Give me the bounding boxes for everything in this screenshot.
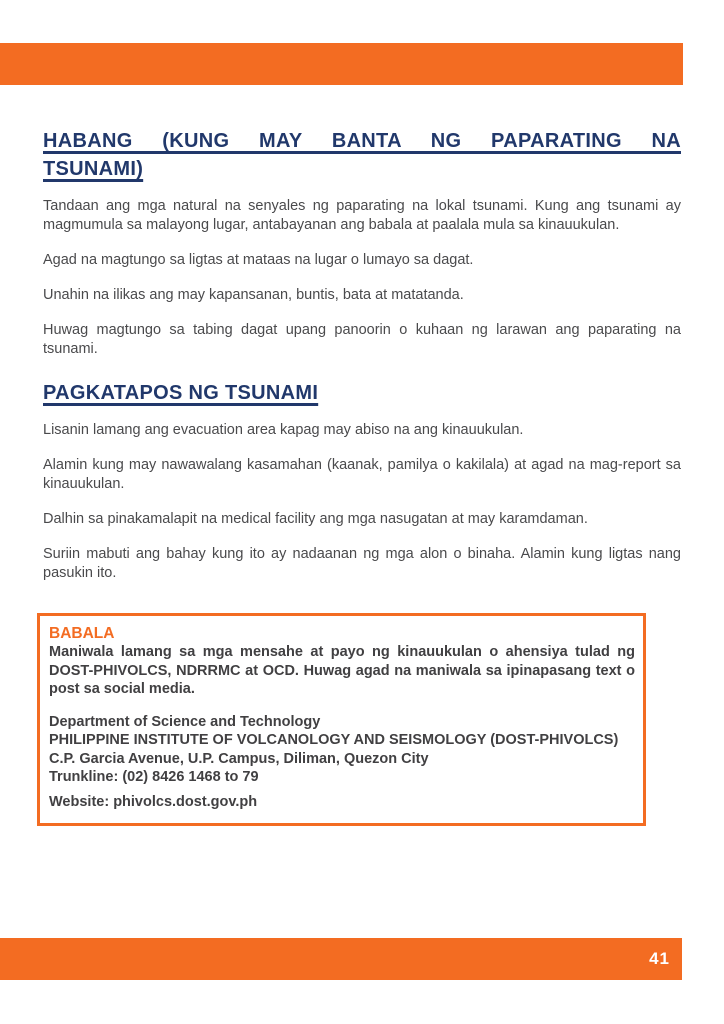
heading-line-2: TSUNAMI) xyxy=(43,158,144,180)
top-accent-bar xyxy=(0,43,683,85)
footer-accent-bar xyxy=(0,938,682,980)
paragraph-alamin: Alamin kung may nawawalang kasamahan (kaanak, pamilya o kakilala) at agad na mag-report sa kinauukulan. xyxy=(43,457,681,492)
paragraph-dalhin: Dalhin sa pinakamalapit na medical facility ang mga nasugatan at may karamdaman. xyxy=(43,511,588,527)
warning-box-title: BABALA xyxy=(49,625,115,642)
contact-line-website: Website: phivolcs.dost.gov.ph xyxy=(49,793,258,810)
section-heading-pagkatapos xyxy=(43,379,681,407)
warning-box xyxy=(37,613,646,826)
warning-box-body: Maniwala lamang sa mga mensahe at payo ng kinauukulan o ahensiya tulad ng DOST-PHIVOLCS, NDRRMC at OCD. Huwag agad na maniwala sa ipinapasang text o post sa social media. xyxy=(49,644,635,697)
paragraph-tandaan: Tandaan ang mga natural na senyales ng paparating na lokal tsunami. Kung ang tsunami ay magmumula sa malayong lugar, antabayanan ang babala at paalala mula sa kinauukulan. xyxy=(43,198,681,233)
contact-line-trunkline: Trunkline: (02) 8426 1468 to 79 xyxy=(49,769,259,785)
heading-line: PAGKATAPOS NG TSUNAMI xyxy=(43,382,319,404)
contact-line-department: Department of Science and Technology xyxy=(49,713,321,730)
contact-line-address: C.P. Garcia Avenue, U.P. Campus, Diliman, Quezon City xyxy=(49,750,429,767)
paragraph-unahin: Unahin na ilikas ang may kapansanan, buntis, bata at matatanda. xyxy=(43,287,464,303)
section-heading-habang xyxy=(43,127,681,183)
page-number: 41 xyxy=(649,949,670,968)
page-content xyxy=(43,127,681,826)
heading-line-1: HABANG (KUNG MAY BANTA NG PAPARATING NA xyxy=(43,130,681,152)
contact-line-institute: PHILIPPINE INSTITUTE OF VOLCANOLOGY AND SEISMOLOGY (DOST-PHIVOLCS) xyxy=(49,732,619,748)
paragraph-agad: Agad na magtungo sa ligtas at mataas na lugar o lumayo sa dagat. xyxy=(43,252,474,268)
paragraph-huwag: Huwag magtungo sa tabing dagat upang panoorin o kuhaan ng larawan ang paparating na tsunami. xyxy=(43,322,681,357)
paragraph-lisanin: Lisanin lamang ang evacuation area kapag may abiso na ang kinauukulan. xyxy=(43,422,524,438)
paragraph-suriin: Suriin mabuti ang bahay kung ito ay nadaanan ng mga alon o binaha. Alamin kung ligtas nang pasukin ito. xyxy=(43,546,681,581)
